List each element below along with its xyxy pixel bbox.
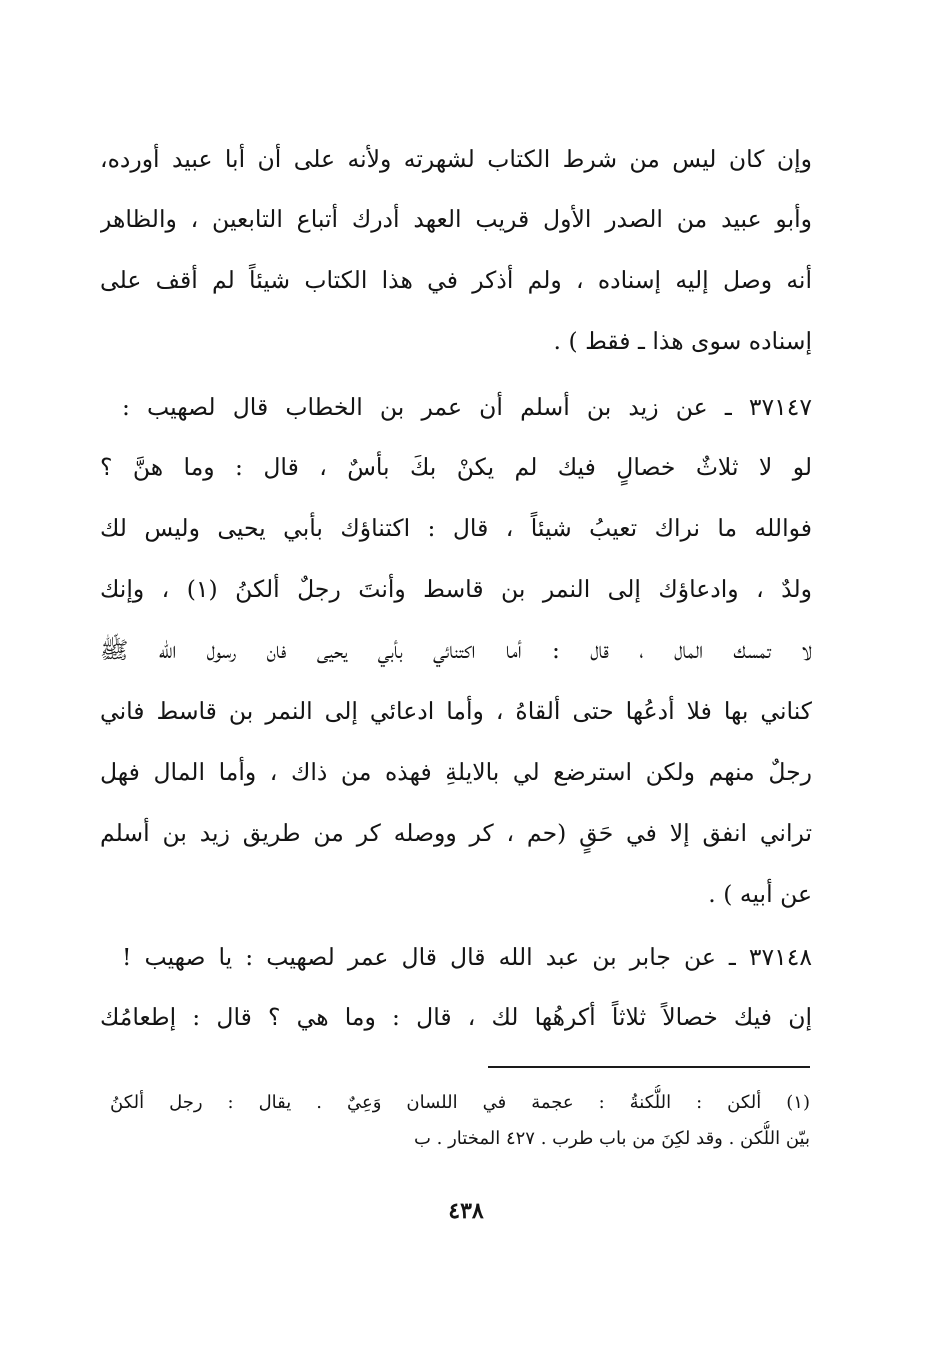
text-line: ٣٧١٤٧ ـ عن زيد بن أسلم أن عمر بن الخطاب قال لصهيب : bbox=[122, 393, 812, 421]
text-line: لو لا ثلاثٌ خصالٍ فيك لم يكنْ بكَ بأسٌ ، قال : وما هنَّ ؟ bbox=[100, 453, 812, 481]
text-line: إن فيك خصالاً ثلاثاً أكرهُها لك ، قال : وما هي ؟ قال : إطعامُك bbox=[100, 1003, 812, 1031]
text-line: وإن كان ليس من شرط الكتاب لشهرته ولأنه على أن أبا عبيد أورده، bbox=[100, 145, 812, 173]
footnote-line: بيّن اللُّكن . وقد لكِنَ من باب طرب . ٤٢٧ المختار . ب bbox=[414, 1128, 810, 1149]
text-line: لا تمسك المال ، قال : أما اكتنائي بأبي يحيى فان رسول الله ﷺ bbox=[100, 636, 812, 664]
text-line: تراني انفق إلا في حَقٍ (حم ، كر ووصله كر من طريق زيد بن أسلم bbox=[100, 819, 812, 847]
text-line: عن أبيه ) . bbox=[708, 880, 812, 908]
text-line: ٣٧١٤٨ ـ عن جابر بن عبد الله قال قال عمر لصهيب : يا صهيب ! bbox=[122, 943, 812, 971]
text-line: ولدٌ ، وادعاؤك إلى النمر بن قاسط وأنتَ رجلٌ ألكنُ (١) ، وإنك bbox=[100, 575, 812, 603]
page-number: ٤٣٨ bbox=[448, 1198, 484, 1224]
text-line: فوالله ما نراك تعيبُ شيئاً ، قال : اكتناؤك بأبي يحيى وليس لك bbox=[100, 514, 812, 542]
text-line: كناني بها فلا أدعُها حتى ألقاهُ ، وأما ادعائي إلى النمر بن قاسط فاني bbox=[100, 697, 812, 725]
text-line: رجلٌ منهم ولكن استرضع لي بالايلةِ فهذه من ذاك ، وأما المال فهل bbox=[100, 758, 812, 786]
text-line: أنه وصل إليه إسناده ، ولم أذكر في هذا الكتاب شيئاً لم أقف على bbox=[100, 266, 812, 294]
text-line: وأبو عبيد من الصدر الأول قريب العهد أدرك أتباع التابعين ، والظاهر bbox=[100, 205, 812, 233]
footnote-line: (١) ألكن : اللُّكنةُ : عجمة في اللسان وَعِيٌ . يقال : رجل ألكنُ bbox=[110, 1092, 810, 1113]
text-line: إسناده سوى هذا ـ فقط ) . bbox=[553, 327, 812, 355]
footnote-separator bbox=[488, 1066, 810, 1068]
